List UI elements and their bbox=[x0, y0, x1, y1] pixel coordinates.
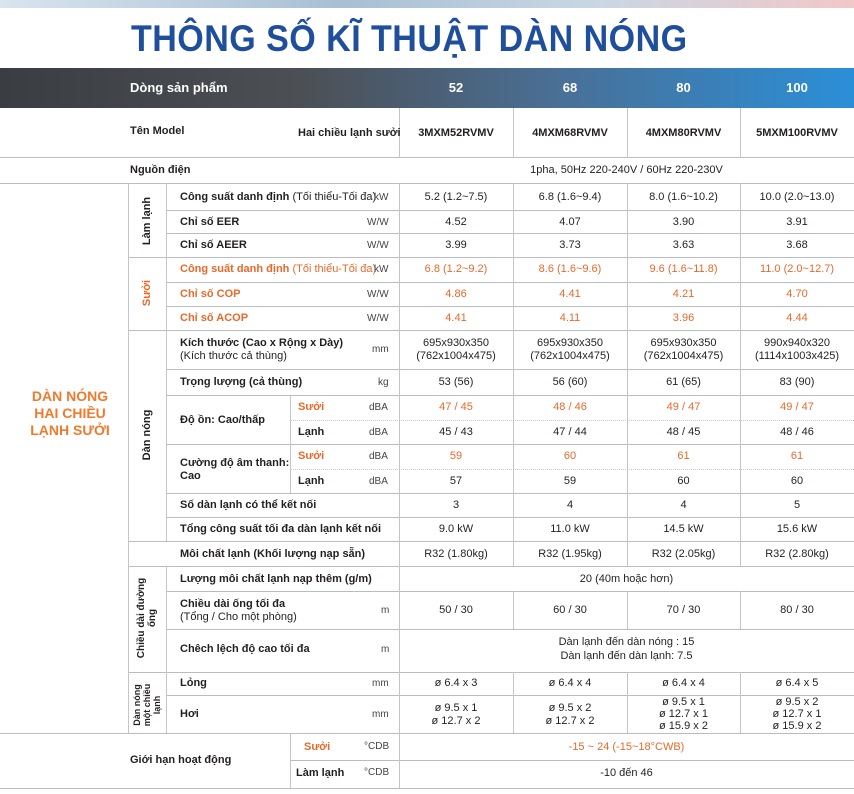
side-category-label: DÀN NÓNG HAI CHIỀU LẠNH SƯỞI bbox=[30, 388, 110, 438]
row-value: (762x1004x475) bbox=[416, 350, 496, 362]
row-value: 3.63 bbox=[672, 239, 695, 251]
row-unit: kg bbox=[378, 377, 389, 388]
row-value: 4.52 bbox=[445, 216, 467, 228]
row-value: 695x930x350 bbox=[536, 337, 604, 349]
row-mode-label: Làm lạnh bbox=[296, 767, 345, 779]
row-unit: °CDB bbox=[364, 767, 390, 778]
row-value: 4 bbox=[566, 499, 574, 511]
row-value: 80 / 30 bbox=[780, 604, 814, 616]
row-value: 6.8 (1.2~9.2) bbox=[424, 263, 488, 275]
row-value: ø 6.4 x 5 bbox=[775, 677, 819, 689]
row-value: 695x930x350 bbox=[422, 337, 490, 349]
power-label: Nguồn điện bbox=[130, 164, 191, 176]
row-label: Công suất danh định (Tối thiểu-Tối đa) bbox=[180, 191, 377, 203]
row-value: ø 6.4 x 4 bbox=[662, 677, 705, 689]
top-decoration-strip bbox=[0, 0, 854, 8]
row-unit: dBA bbox=[369, 402, 388, 413]
section-pipe-label: Chiều dài đường ống bbox=[136, 577, 158, 659]
row-label: Chỉ số ACOP bbox=[180, 312, 249, 324]
row-value: 695x930x350 bbox=[650, 337, 717, 349]
row-value: 3.91 bbox=[786, 216, 808, 228]
row-value: 4.86 bbox=[445, 288, 467, 300]
row-value: 59 bbox=[563, 475, 577, 487]
row-value: ø 9.5 x 2 bbox=[548, 702, 592, 714]
row-unit: mm bbox=[372, 344, 389, 355]
row-value: -10 đến 46 bbox=[600, 767, 653, 779]
row-label: Môi chất lạnh (Khối lượng nạp sẵn) bbox=[180, 548, 366, 560]
row-value: ø 15.9 x 2 bbox=[659, 720, 708, 732]
row-value: 4.11 bbox=[559, 312, 581, 324]
row-value: ø 9.5 x 1 bbox=[434, 702, 478, 714]
row-label: Tổng công suất tối đa dàn lạnh kết nối bbox=[180, 523, 382, 535]
header-col-68: 68 bbox=[562, 80, 578, 95]
row-value: 70 / 30 bbox=[666, 604, 701, 616]
power-value: 1pha, 50Hz 220-240V / 60Hz 220-230V bbox=[530, 164, 723, 176]
row-value: 53 (56) bbox=[438, 376, 474, 388]
row-unit: mm bbox=[372, 678, 389, 689]
section-heating-label: Sưởi bbox=[141, 279, 153, 307]
header-label: Dòng sản phẩm bbox=[130, 80, 228, 95]
row-value: 8.0 (1.6~10.2) bbox=[649, 191, 718, 203]
row-unit: dBA bbox=[369, 476, 388, 487]
row-value: R32 (2.80kg) bbox=[765, 548, 829, 560]
row-unit: m bbox=[381, 605, 390, 616]
row-value: (762x1004x475) bbox=[530, 350, 610, 362]
section-connect-label: Dàn nóng một chiều lạnh bbox=[132, 683, 162, 727]
row-label: Công suất danh định (Tối thiểu-Tối đa) bbox=[180, 263, 377, 275]
row-value: 4.41 bbox=[445, 312, 467, 324]
row-label: Số dàn lạnh có thể kết nối bbox=[180, 499, 317, 511]
row-unit: m bbox=[381, 644, 390, 655]
row-unit: mm bbox=[372, 709, 389, 720]
row-value: 10.0 (2.0~13.0) bbox=[759, 191, 835, 203]
row-value: ø 9.5 x 2 bbox=[775, 696, 819, 708]
page-title: THÔNG SỐ KĨ THUẬT DÀN NÓNG bbox=[131, 18, 688, 59]
row-value: 61 bbox=[677, 450, 690, 462]
row-label: Trọng lượng (cả thùng) bbox=[180, 376, 303, 388]
row-value: 4 bbox=[680, 499, 687, 511]
row-sublabel: (Kích thước cả thùng) bbox=[180, 350, 287, 362]
model-value: 5MXM100RVMV bbox=[756, 127, 838, 139]
row-unit: dBA bbox=[369, 427, 388, 438]
row-value: ø 12.7 x 2 bbox=[431, 715, 481, 727]
row-value: 15.6 kW bbox=[776, 523, 818, 535]
row-unit: W/W bbox=[367, 217, 389, 228]
row-value: 49 / 47 bbox=[666, 401, 701, 413]
row-unit: dBA bbox=[369, 451, 388, 462]
row-label: Chỉ số AEER bbox=[180, 239, 247, 251]
row-value: 47 / 45 bbox=[439, 401, 473, 413]
row-label: Chiều dài ống tối đa bbox=[180, 598, 286, 610]
row-value: 4.44 bbox=[786, 312, 808, 324]
row-value: 8.6 (1.6~9.6) bbox=[538, 263, 602, 275]
row-value: 4.21 bbox=[672, 288, 695, 300]
row-value: 990x940x320 bbox=[763, 337, 831, 349]
row-mode-label: Lạnh bbox=[298, 426, 325, 438]
row-value: ø 12.7 x 1 bbox=[659, 708, 708, 720]
row-value: 60 bbox=[790, 475, 804, 487]
row-label: Lỏng bbox=[180, 677, 207, 689]
model-label: Tên Model bbox=[130, 125, 185, 137]
row-value: R32 (2.05kg) bbox=[651, 548, 716, 560]
table-header bbox=[0, 68, 854, 108]
row-value: 14.5 kW bbox=[663, 523, 704, 535]
row-value: 47 / 44 bbox=[553, 426, 587, 438]
row-value: 9.0 kW bbox=[438, 523, 474, 535]
row-value: 11.0 (2.0~12.7) bbox=[759, 263, 835, 275]
row-value: 83 (90) bbox=[779, 376, 815, 388]
row-value: 60 bbox=[563, 450, 577, 462]
row-value: R32 (1.95kg) bbox=[538, 548, 602, 560]
row-value: (762x1004x475) bbox=[643, 350, 724, 362]
row-value: 57 bbox=[449, 475, 463, 487]
row-value: 11.0 kW bbox=[550, 523, 590, 535]
row-value: Dàn lạnh đến dàn nóng : 15 bbox=[558, 636, 695, 648]
row-value: 59 bbox=[449, 450, 463, 462]
row-value: ø 12.7 x 1 bbox=[772, 708, 822, 720]
section-cooling-label: Làm lạnh bbox=[141, 196, 153, 246]
row-value: 48 / 46 bbox=[780, 426, 814, 438]
row-value: 56 (60) bbox=[552, 376, 588, 388]
row-value: 60 / 30 bbox=[553, 604, 587, 616]
row-unit: W/W bbox=[367, 289, 389, 300]
row-value: ø 6.4 x 4 bbox=[548, 677, 592, 689]
row-unit: W/W bbox=[367, 240, 389, 251]
row-value: (1114x1003x425) bbox=[755, 350, 839, 362]
row-value: 45 / 43 bbox=[439, 426, 473, 438]
model-value: 4MXM80RVMV bbox=[645, 127, 722, 139]
model-value: 4MXM68RVMV bbox=[532, 127, 608, 139]
row-value: 4.41 bbox=[559, 288, 581, 300]
row-label: Hơi bbox=[180, 708, 199, 720]
row-unit: W/W bbox=[367, 313, 389, 324]
row-value: 50 / 30 bbox=[439, 604, 473, 616]
row-value: ø 15.9 x 2 bbox=[772, 720, 822, 732]
header-col-100: 100 bbox=[786, 80, 808, 95]
row-value: Dàn lạnh đến dàn lạnh: 7.5 bbox=[560, 650, 693, 662]
row-mode-label: Sưởi bbox=[298, 401, 325, 413]
header-col-52: 52 bbox=[448, 80, 464, 95]
row-value: 3.99 bbox=[445, 239, 467, 251]
row-label: Giới hạn hoạt động bbox=[130, 754, 232, 766]
row-value: 61 (65) bbox=[666, 376, 701, 388]
row-label: Chỉ số EER bbox=[180, 216, 240, 228]
row-value: 3.96 bbox=[672, 312, 695, 324]
row-value: 3.90 bbox=[672, 216, 695, 228]
row-value: 61 bbox=[790, 450, 804, 462]
row-label: Chêch lệch độ cao tối đa bbox=[180, 643, 310, 655]
row-sublabel: (Tổng / Cho một phòng) bbox=[180, 611, 297, 623]
row-value: ø 6.4 x 3 bbox=[434, 677, 478, 689]
model-sublabel: Hai chiều lạnh sưởi bbox=[298, 127, 401, 139]
row-value: 60 bbox=[677, 475, 690, 487]
row-value: 20 (40m hoặc hơn) bbox=[579, 573, 674, 585]
row-value: ø 9.5 x 1 bbox=[662, 696, 705, 708]
row-unit: kW bbox=[374, 192, 389, 203]
row-label: Độ ồn: Cao/thấp bbox=[180, 414, 265, 426]
row-value: R32 (1.80kg) bbox=[424, 548, 488, 560]
row-value: 6.8 (1.6~9.4) bbox=[538, 191, 602, 203]
row-value: 49 / 47 bbox=[780, 401, 814, 413]
row-label: Kích thước (Cao x Rộng x Dày) bbox=[180, 337, 344, 349]
model-value: 3MXM52RVMV bbox=[418, 127, 494, 139]
row-value: 9.6 (1.6~11.8) bbox=[649, 263, 718, 275]
row-value: -15 ~ 24 (-15~18°CWB) bbox=[568, 741, 685, 753]
row-mode-label: Lạnh bbox=[298, 475, 325, 487]
row-value: 4.70 bbox=[786, 288, 808, 300]
header-col-80: 80 bbox=[676, 80, 691, 95]
row-unit: °CDB bbox=[364, 741, 390, 752]
row-label: Cường độ âm thanh: bbox=[180, 457, 290, 469]
row-value: 3.73 bbox=[559, 239, 581, 251]
row-value: 48 / 45 bbox=[666, 426, 701, 438]
row-label: Lượng môi chất lạnh nạp thêm (g/m) bbox=[180, 573, 372, 585]
section-outdoor-label: Dàn nóng bbox=[141, 409, 153, 461]
row-mode-label: Sưởi bbox=[304, 741, 331, 753]
row-value: 5 bbox=[793, 499, 801, 511]
row-value: 48 / 46 bbox=[553, 401, 587, 413]
row-value: 3 bbox=[452, 499, 460, 511]
row-value: 5.2 (1.2~7.5) bbox=[424, 191, 488, 203]
row-value: 4.07 bbox=[559, 216, 581, 228]
row-label: Chỉ số COP bbox=[180, 288, 241, 300]
row-sublabel: Cao bbox=[180, 470, 201, 482]
row-value: ø 12.7 x 2 bbox=[545, 715, 595, 727]
row-unit: kW bbox=[374, 264, 389, 275]
row-value: 3.68 bbox=[786, 239, 808, 251]
row-mode-label: Sưởi bbox=[298, 450, 325, 462]
